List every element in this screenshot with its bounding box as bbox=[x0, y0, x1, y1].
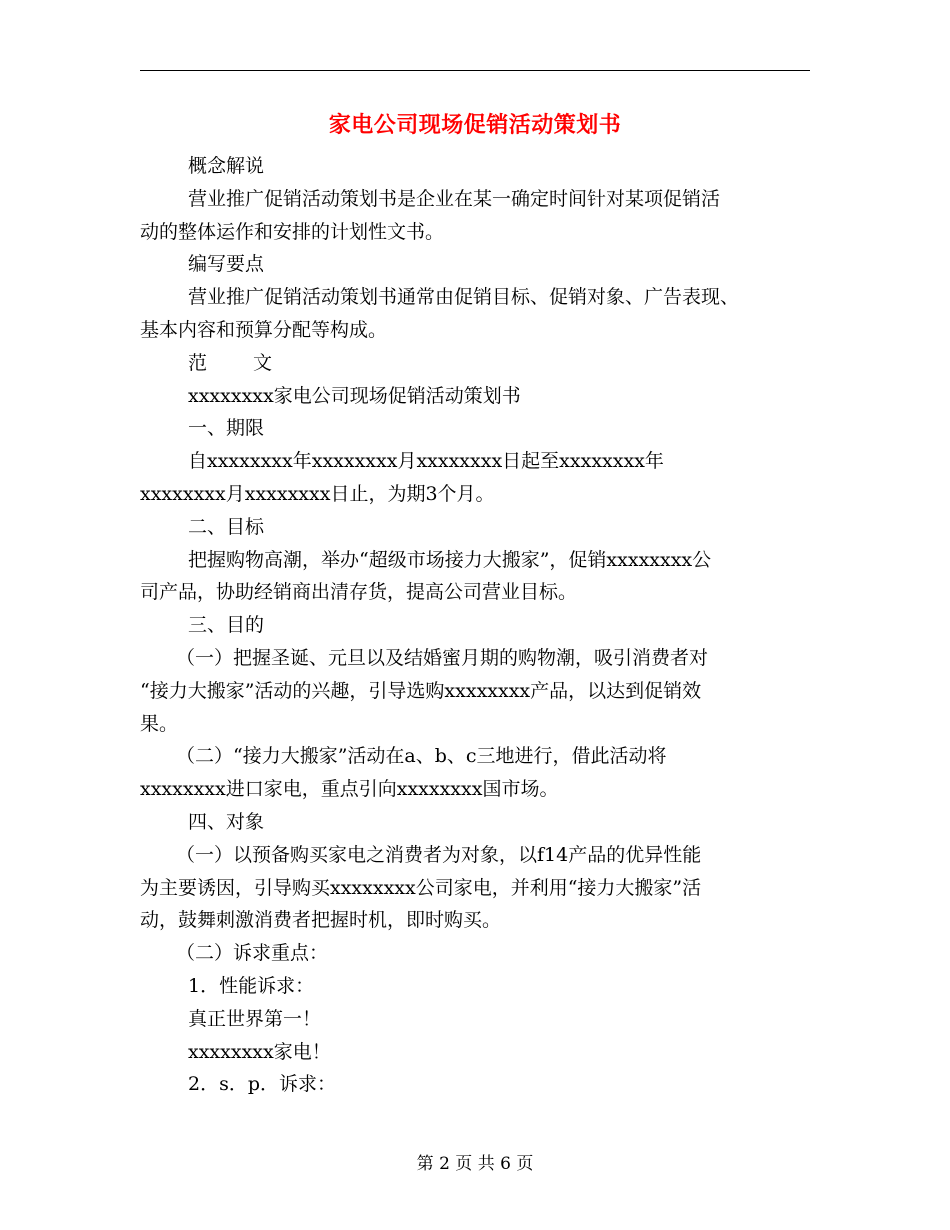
paragraph-line: xxxxxxxx进口家电，重点引向xxxxxxxx国市场。 bbox=[140, 778, 559, 801]
paragraph-line: 基本内容和预算分配等构成。 bbox=[140, 318, 388, 341]
heading-char: 范 bbox=[188, 351, 208, 374]
paragraph-line: 果。 bbox=[140, 712, 179, 735]
paragraph-line: “接力大搬家”活动的兴趣，引导选购xxxxxxxx产品，以达到促销效 bbox=[140, 679, 702, 702]
list-item: 2．s．p．诉求： bbox=[188, 1073, 337, 1096]
paragraph-line: xxxxxxxx月xxxxxxxx日止，为期3个月。 bbox=[140, 482, 495, 505]
paragraph-line: 把握购物高潮，举办“超级市场接力大搬家”，促销xxxxxxxx公 bbox=[188, 548, 712, 571]
paragraph-line: （一）把握圣诞、元旦以及结婚蜜月期的购物潮，吸引消费者对 bbox=[176, 646, 709, 669]
heading-char: 文 bbox=[253, 351, 273, 374]
paragraph-line: 自xxxxxxxx年xxxxxxxx月xxxxxxxx日起至xxxxxxxx年 bbox=[188, 450, 664, 473]
paragraph-line: 为主要诱因，引导购买xxxxxxxx公司家电，并利用“接力大搬家”活 bbox=[140, 876, 702, 899]
list-item: xxxxxxxx家电！ bbox=[188, 1040, 331, 1063]
document-title: 家电公司现场促销活动策划书 bbox=[328, 112, 622, 138]
section-heading: 四、对象 bbox=[188, 810, 265, 833]
section-heading: 编写要点 bbox=[188, 253, 265, 276]
paragraph-line: 动，鼓舞刺激消费者把握时机，即时购买。 bbox=[140, 909, 502, 932]
paragraph-line: （一）以预备购买家电之消费者为对象，以f14产品的优异性能 bbox=[176, 843, 702, 866]
page-number: 第 2 页 共 6 页 bbox=[416, 1154, 534, 1174]
paragraph-line: 司产品，协助经销商出清存货，提高公司营业目标。 bbox=[140, 581, 578, 604]
section-heading: 二、目标 bbox=[188, 515, 265, 538]
header-rule bbox=[140, 70, 810, 71]
section-heading: 三、目的 bbox=[188, 614, 265, 637]
list-item: 1．性能诉求： bbox=[188, 974, 315, 997]
paragraph-line: 动的整体运作和安排的计划性文书。 bbox=[140, 220, 445, 243]
paragraph-line: 营业推广促销活动策划书是企业在某一确定时间针对某项促销活 bbox=[188, 187, 721, 210]
list-item: 真正世界第一！ bbox=[188, 1007, 322, 1030]
paragraph-line: 营业推广促销活动策划书通常由促销目标、促销对象、广告表现、 bbox=[188, 286, 740, 309]
section-heading: 概念解说 bbox=[188, 155, 265, 177]
paragraph-line: （二）诉求重点： bbox=[176, 942, 329, 965]
section-heading bbox=[140, 347, 810, 380]
section-heading: 一、期限 bbox=[188, 417, 265, 440]
paragraph-line: （二）“接力大搬家”活动在a、b、c三地进行，借此活动将 bbox=[176, 745, 667, 768]
sample-title: xxxxxxxx家电公司现场促销活动策划书 bbox=[188, 384, 521, 407]
document-body bbox=[140, 150, 810, 1101]
